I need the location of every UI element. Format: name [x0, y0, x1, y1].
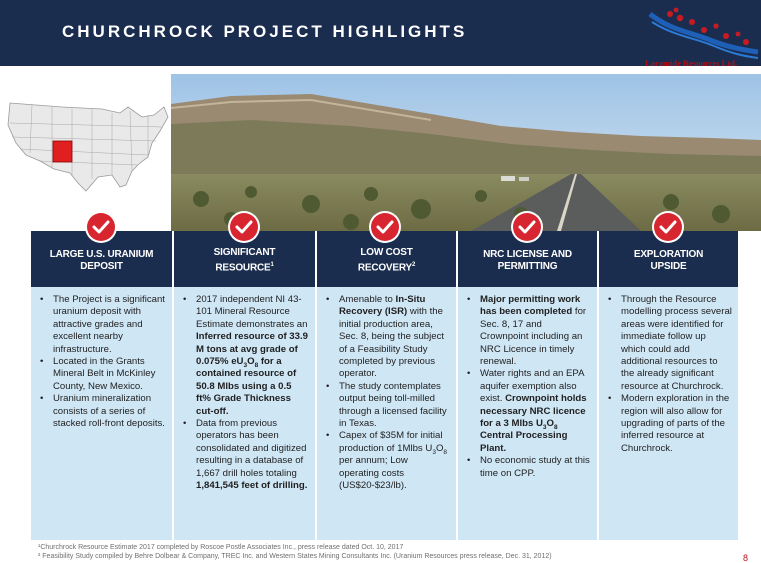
bullet-item: • Amenable to In-Situ Recovery (ISR) with the initial production area, Sec. 8, being the subject of a Feasibility Study completed by previous operator.: [326, 294, 450, 381]
column-title-line: UPSIDE: [650, 261, 687, 272]
footnote-2: ² Feasibility Study compiled by Behre Dolbear & Company, TREC Inc. and Western States Mining Consultants Inc. (Uranium Resources press release, Dec. 31, 2012): [38, 553, 552, 560]
column-title: [358, 243, 415, 274]
highlight-column-deposit: [31, 231, 172, 540]
column-title-line: PERMITTING: [497, 261, 558, 272]
bullet-item: • Major permitting work has been completed for Sec. 8, 17 and Crownpoint including an NRC Licence in timely renewal.: [467, 294, 591, 368]
column-title-line: DEPOSIT: [80, 261, 123, 272]
checkmark-badge-icon: [368, 210, 402, 244]
column-body: [599, 287, 738, 540]
footnotes: [38, 543, 738, 561]
highlight-column-permitting: [458, 231, 597, 540]
column-body: [31, 287, 172, 540]
footnote-marker: 2: [412, 262, 416, 269]
column-title-line: SIGNIFICANT: [213, 247, 276, 259]
highlight-column-recovery: [317, 231, 456, 540]
logo-text: Laramide Resources Ltd.: [645, 58, 738, 68]
column-title: [50, 245, 154, 273]
bullet-item: • The Project is a significant uranium deposit with attractive grades and excellent nearby infrastructure.: [40, 294, 166, 356]
column-title-line: NRC LICENSE AND: [483, 249, 572, 260]
checkmark-badge-icon: [651, 210, 685, 244]
column-title-line: EXPLORATION: [633, 249, 704, 260]
landscape-photo: [171, 74, 761, 231]
checkmark-badge-icon: [510, 210, 544, 244]
checkmark-badge-icon: [227, 210, 261, 244]
usa-map-icon: [2, 97, 170, 199]
column-body: [174, 287, 315, 540]
bullet-item: • Water rights and an EPA aquifer exemption also exist. Crownpoint holds necessary NRC licence for a 3 Mlbs $U_3O_8$ Central Processing Plant.: [467, 368, 591, 455]
bullet-item: • No economic study at this time on CPP.: [467, 455, 591, 480]
bullet-item: • Uranium mineralization consists of a series of stacked roll-front deposits.: [40, 393, 166, 430]
column-title-line: RECOVERY: [357, 262, 412, 274]
page-title: CHURCHROCK PROJECT HIGHLIGHTS: [62, 22, 468, 41]
column-body: [317, 287, 456, 540]
column-title-line: LOW COST: [360, 247, 413, 259]
column-title: [634, 245, 703, 273]
bullet-item: • Through the Resource modelling process several areas were identified for immediate follow up which could add additional resources to the already significant resource at Churchrock.: [608, 294, 732, 393]
column-title-line: LARGE U.S. URANIUM: [49, 249, 154, 260]
bullet-item: • Capex of $35M for initial production of 1Mlbs $U_3O_8$ per annum; Low operating costs (US$20-$23/lb).: [326, 430, 450, 492]
bullet-item: • Modern exploration in the region will also allow for upgrading of parts of the inferred resource at Churchrock.: [608, 393, 732, 455]
bullet-item: • Data from previous operators has been consolidated and digitized resulting in a database of 1,667 drill holes totaling 1,841,545 feet of drilling.: [183, 418, 309, 492]
checkmark-badge-icon: [84, 210, 118, 244]
column-title: [214, 243, 276, 274]
column-title-line: RESOURCE: [215, 262, 271, 274]
footnote-1: ¹Churchrock Resource Estimate 2017 completed by Roscoe Postle Associates Inc., press release dated Oct. 10, 2017: [38, 544, 404, 551]
highlight-column-exploration: [599, 231, 738, 540]
bullet-item: • Located in the Grants Mineral Belt in McKinley County, New Mexico.: [40, 356, 166, 393]
column-body: [458, 287, 597, 540]
bullet-item: • The study contemplates output being toll-milled through a licensed facility in Texas.: [326, 381, 450, 431]
bullet-item: • 2017 independent NI 43-101 Mineral Resource Estimate demonstrates an Inferred resource of 33.9 M tons at avg grade of 0.075% $eU_3O_8$ for a contained resource of 50.8 Mlbs using a 0.5 ft% Grade Thickness cut-off.: [183, 294, 309, 418]
page-number: 8: [743, 553, 749, 563]
column-title: [483, 245, 572, 273]
highlight-column-resource: [174, 231, 315, 540]
footnote-marker: 1: [270, 262, 274, 269]
